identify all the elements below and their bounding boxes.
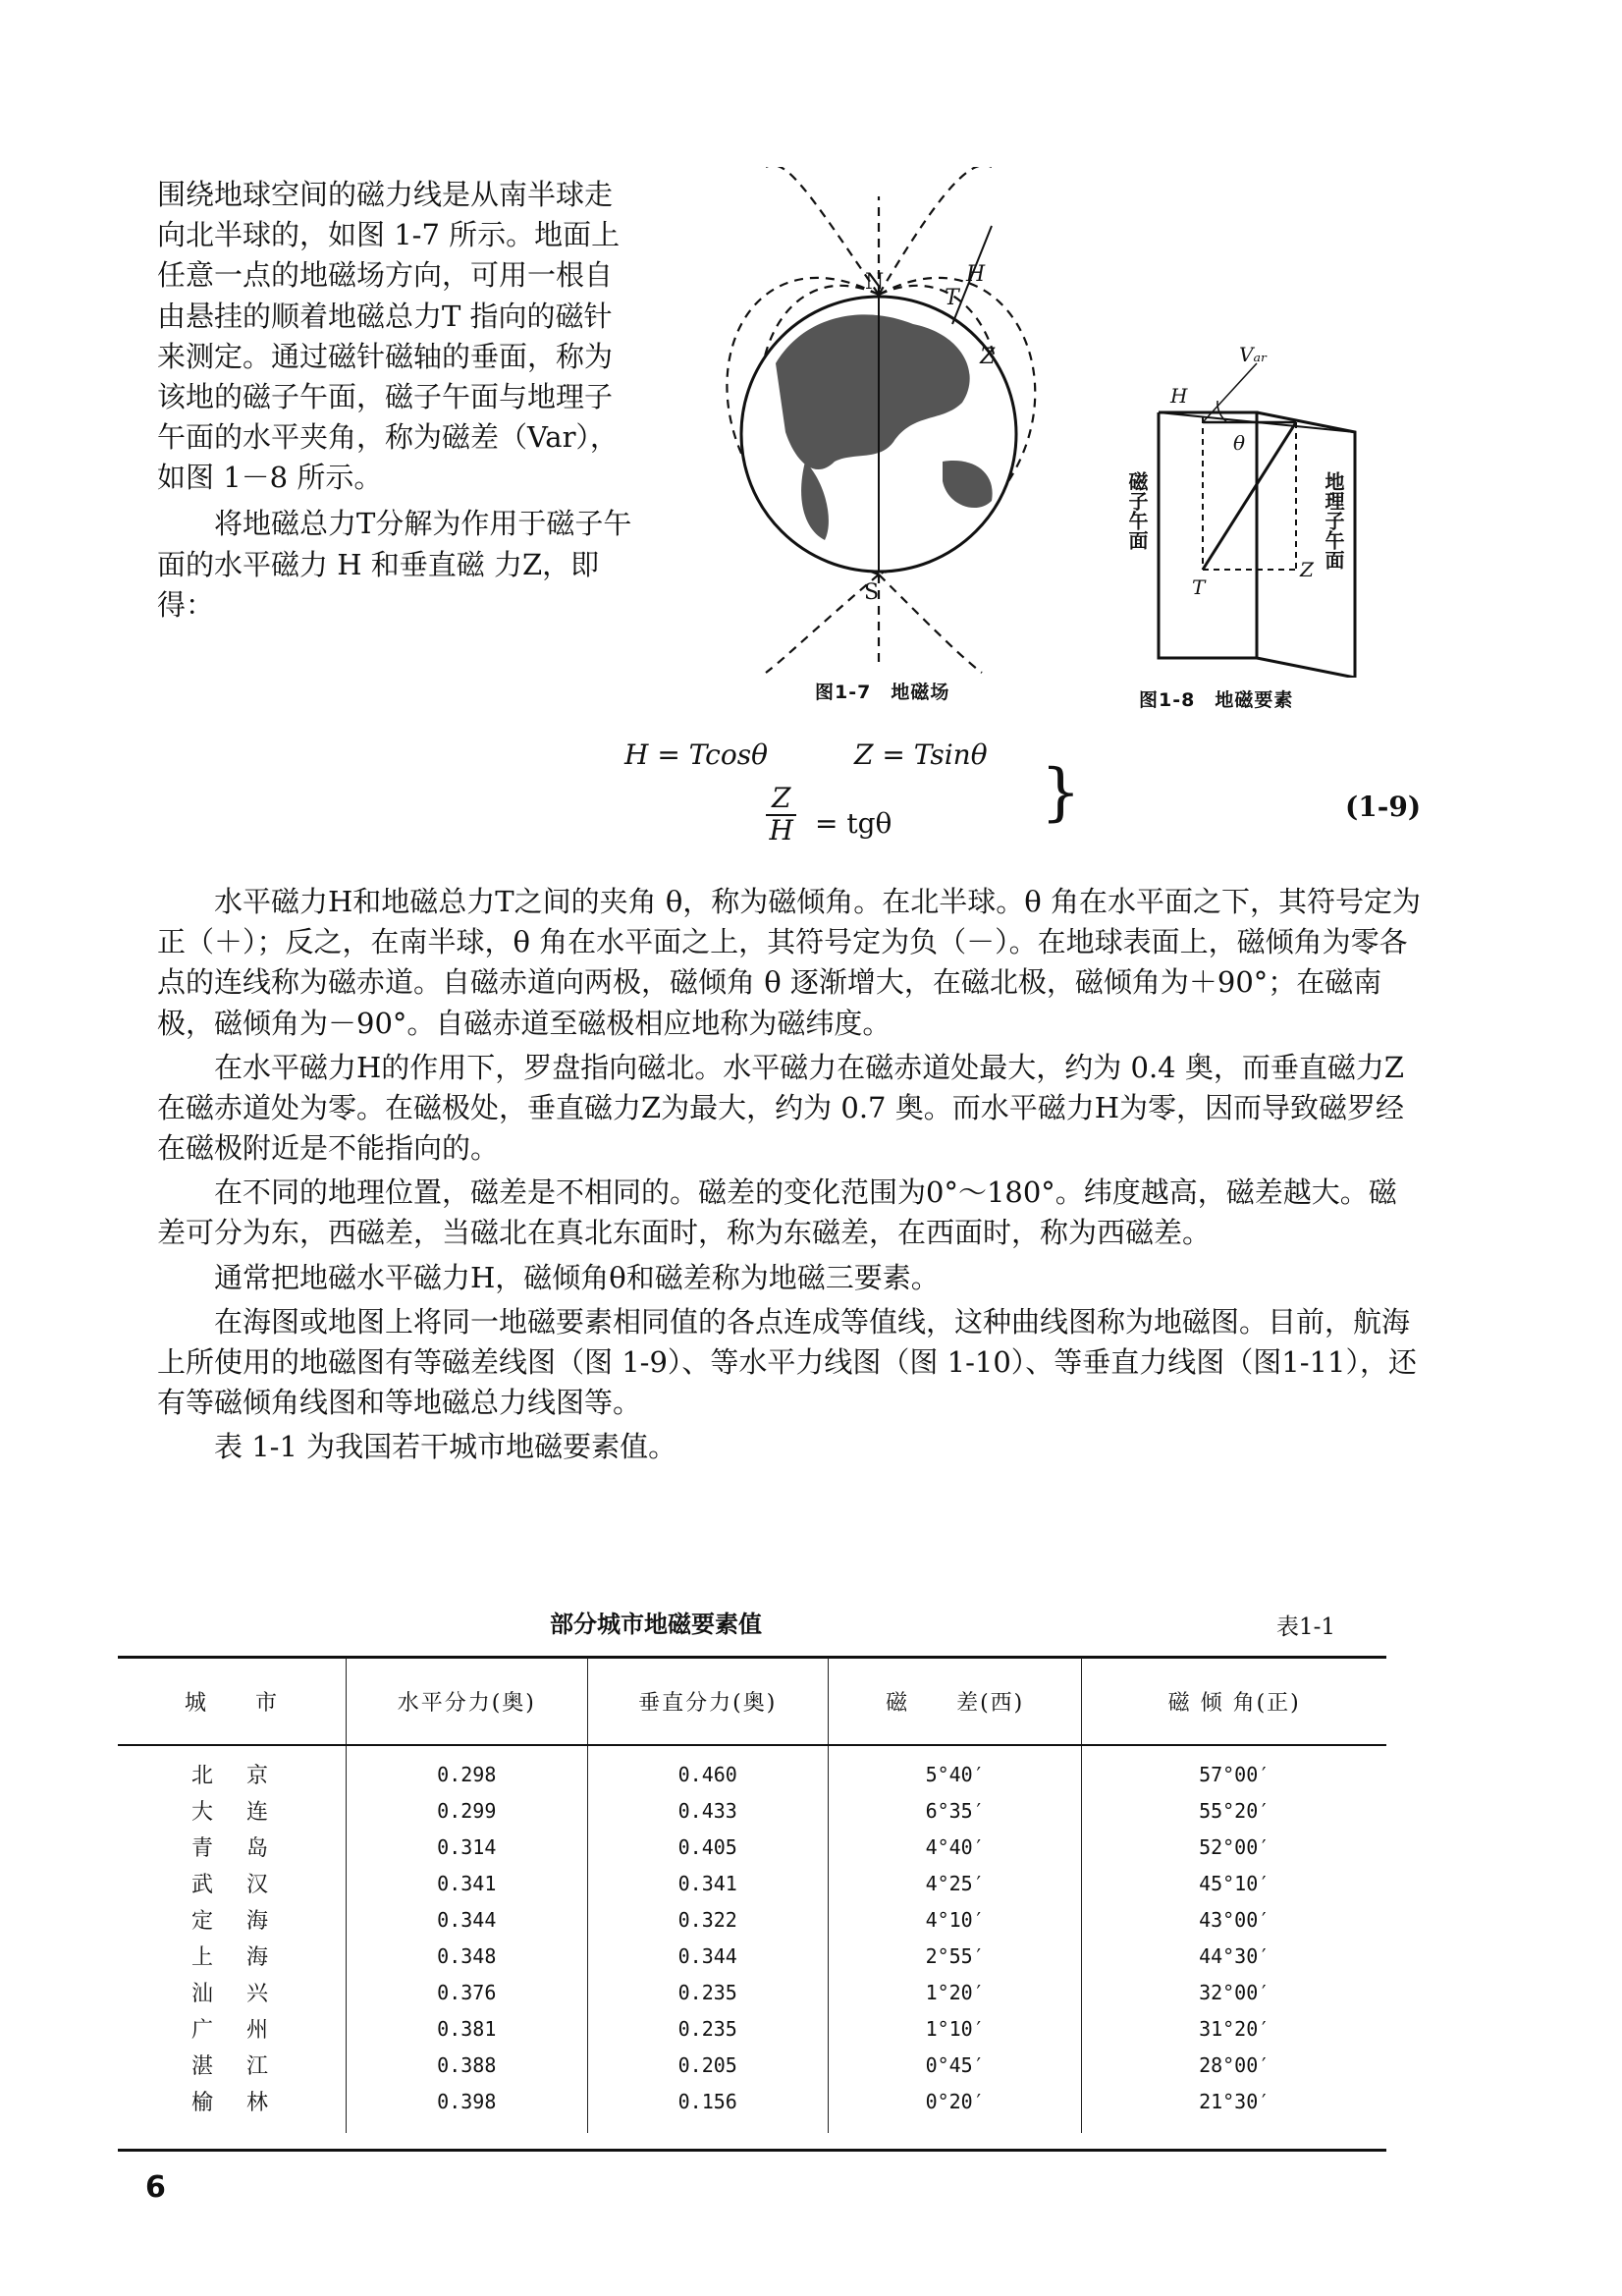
cell-vertical: 0.156 xyxy=(587,2083,828,2133)
cell-horizontal: 0.298 xyxy=(347,1745,587,1792)
formula-fraction xyxy=(766,784,796,847)
formula-H: H = Tcosθ xyxy=(624,738,768,771)
table-row xyxy=(118,1938,1386,1974)
cell-inclination: 43°00′ xyxy=(1082,1901,1386,1938)
header-horizontal: 水平分力(奥) xyxy=(347,1658,587,1745)
element-T-label: T xyxy=(1192,575,1206,599)
figure-1-7-caption: 图1-7 地磁场 xyxy=(815,682,950,703)
formula-number: (1-9) xyxy=(1345,791,1422,823)
cell-vertical: 0.341 xyxy=(587,1865,828,1901)
main-text-body xyxy=(157,882,1424,1471)
cell-city: 武汉 xyxy=(191,1873,302,1897)
header-city: 城 市 xyxy=(118,1658,347,1745)
cell-declination: 1°20′ xyxy=(828,1974,1081,2010)
table-row xyxy=(118,1792,1386,1829)
cell-declination: 0°20′ xyxy=(828,2083,1081,2133)
formula-brace: } xyxy=(1041,756,1081,829)
field-Z-label: Z xyxy=(980,345,996,369)
cell-vertical: 0.405 xyxy=(587,1829,828,1865)
cell-declination: 6°35′ xyxy=(828,1792,1081,1829)
page-number: 6 xyxy=(145,2170,166,2205)
field-T-label: T xyxy=(945,286,959,310)
cell-city: 上海 xyxy=(191,1945,302,1970)
cell-inclination: 31°20′ xyxy=(1082,2010,1386,2047)
cell-vertical: 0.344 xyxy=(587,1938,828,1974)
cell-inclination: 44°30′ xyxy=(1082,1938,1386,1974)
cell-declination: 4°25′ xyxy=(828,1865,1081,1901)
cell-inclination: 21°30′ xyxy=(1082,2083,1386,2133)
field-H-label: H xyxy=(966,262,986,287)
cell-city: 大连 xyxy=(191,1800,302,1825)
main-paragraph-4: 通常把地磁水平磁力H，磁倾角θ和磁差称为地磁三要素。 xyxy=(214,1260,940,1294)
intro-paragraph-2: 将地磁总力T分解为作用于磁子午面的水平磁力 H 和垂直磁 力Z，即得： xyxy=(157,507,632,622)
table-row xyxy=(118,1745,1386,1792)
cell-horizontal: 0.376 xyxy=(347,1974,587,2010)
cell-inclination: 52°00′ xyxy=(1082,1829,1386,1865)
cell-inclination: 45°10′ xyxy=(1082,1865,1386,1901)
cell-vertical: 0.235 xyxy=(587,1974,828,2010)
cell-horizontal: 0.344 xyxy=(347,1901,587,1938)
south-pole-label: S xyxy=(864,580,880,605)
table-row xyxy=(118,2047,1386,2083)
table-number: 表1-1 xyxy=(1276,1614,1336,1640)
table-bottom-rule xyxy=(118,2149,1386,2152)
element-H-label: H xyxy=(1170,384,1188,408)
table-row xyxy=(118,1865,1386,1901)
cell-vertical: 0.235 xyxy=(587,2010,828,2047)
cell-city: 北京 xyxy=(191,1764,302,1788)
cell-inclination: 55°20′ xyxy=(1082,1792,1386,1829)
header-declination: 磁 差(西) xyxy=(828,1658,1081,1745)
cell-declination: 4°10′ xyxy=(828,1901,1081,1938)
cell-inclination: 32°00′ xyxy=(1082,1974,1386,2010)
cell-inclination: 28°00′ xyxy=(1082,2047,1386,2083)
cell-declination: 0°45′ xyxy=(828,2047,1081,2083)
main-paragraph-5: 在海图或地图上将同一地磁要素相同值的各点连成等值线，这种曲线图称为地磁图。目前，航海上所使用的地磁图有等磁差线图（图 1-9）、等水平力线图（图 1-10）、等垂直力线图（图1-11），还有等磁倾角线图和等地磁总力线图等。 xyxy=(157,1304,1417,1420)
table-row xyxy=(118,1901,1386,1938)
main-paragraph-1: 水平磁力H和地磁总力T之间的夹角 θ，称为磁倾角。在北半球。θ 角在水平面之下，其符号定为正（＋）；反之，在南半球，θ 角在水平面之上，其符号定为负（－）。在地球表面上，磁倾角为零各点的连线称为磁赤道。自磁赤道向两极，磁倾角 θ 逐渐增大，在磁北极，磁倾角为＋90°；在磁南极，磁倾角为－90°。自磁赤道至磁极相应地称为磁纬度。 xyxy=(157,885,1421,1040)
cell-horizontal: 0.388 xyxy=(347,2047,587,2083)
geomagnetic-table xyxy=(118,1658,1386,2133)
cell-city: 汕兴 xyxy=(191,1982,302,2006)
cell-city: 榆林 xyxy=(191,2091,302,2115)
table-header-row xyxy=(118,1658,1386,1745)
table-title: 部分城市地磁要素值 xyxy=(550,1611,762,1638)
cell-city: 青岛 xyxy=(191,1836,302,1861)
cell-vertical: 0.460 xyxy=(587,1745,828,1792)
main-paragraph-3: 在不同的地理位置，磁差是不相同的。磁差的变化范围为0°～180°。纬度越高，磁差越大。磁差可分为东，西磁差，当磁北在真北东面时，称为东磁差，在西面时，称为西磁差。 xyxy=(157,1175,1397,1250)
north-pole-label: N xyxy=(865,270,885,295)
cell-horizontal: 0.398 xyxy=(347,2083,587,2133)
intro-paragraph-1: 围绕地球空间的磁力线是从南半球走向北半球的，如图 1-7 所示。地面上任意一点的地磁场方向，可用一根自由悬挂的顺着地磁总力T 指向的磁针来测定。通过磁针磁轴的垂面，称为该地的磁子午面，磁子午面与地理子午面的水平夹角，称为磁差（Var），如图 1－8 所示。 xyxy=(157,178,621,495)
cell-declination: 4°40′ xyxy=(828,1829,1081,1865)
cell-vertical: 0.205 xyxy=(587,2047,828,2083)
cell-vertical: 0.433 xyxy=(587,1792,828,1829)
cell-inclination: 57°00′ xyxy=(1082,1745,1386,1792)
fraction-denominator: H xyxy=(769,813,793,847)
main-paragraph-2: 在水平磁力H的作用下，罗盘指向磁北。水平磁力在磁赤道处最大，约为 0.4 奥，而垂直磁力Z在磁赤道处为零。在磁极处，垂直磁力Z为最大，约为 0.7 奥。而水平磁力H为零，因而导致磁罗经在磁极附近是不能指向的。 xyxy=(157,1050,1404,1166)
figure-1-8-caption: 图1-8 地磁要素 xyxy=(1139,689,1294,711)
cell-city: 定海 xyxy=(191,1909,302,1934)
cell-horizontal: 0.381 xyxy=(347,2010,587,2047)
header-vertical: 垂直分力(奥) xyxy=(587,1658,828,1745)
main-paragraph-6: 表 1-1 为我国若干城市地磁要素值。 xyxy=(214,1430,677,1464)
cell-horizontal: 0.348 xyxy=(347,1938,587,1974)
cell-declination: 5°40′ xyxy=(828,1745,1081,1792)
cell-horizontal: 0.341 xyxy=(347,1865,587,1901)
intro-text-column xyxy=(157,175,640,631)
element-Z-label: Z xyxy=(1300,558,1314,581)
cell-city: 湛江 xyxy=(191,2054,302,2079)
formula-Z: Z = Tsinθ xyxy=(854,738,988,771)
cell-horizontal: 0.314 xyxy=(347,1829,587,1865)
header-inclination: 磁 倾 角(正) xyxy=(1082,1658,1386,1745)
figure-geomagnetic-field xyxy=(668,167,1119,678)
cell-declination: 1°10′ xyxy=(828,2010,1081,2047)
cell-horizontal: 0.299 xyxy=(347,1792,587,1829)
table-row xyxy=(118,1974,1386,2010)
table-row xyxy=(118,1829,1386,1865)
geographic-meridian-label: 地理子午面 xyxy=(1322,471,1345,570)
figure-geomagnetic-elements xyxy=(1109,324,1384,678)
table-row xyxy=(118,2083,1386,2133)
var-angle-label: Vₐᵣ xyxy=(1239,343,1268,366)
cell-vertical: 0.322 xyxy=(587,1901,828,1938)
theta-label: θ xyxy=(1233,431,1246,455)
cell-city: 广州 xyxy=(191,2018,302,2043)
cell-declination: 2°55′ xyxy=(828,1938,1081,1974)
table-row xyxy=(118,2010,1386,2047)
formula-tg: = tgθ xyxy=(815,807,892,840)
magnetic-meridian-label: 磁子午面 xyxy=(1125,471,1149,550)
fraction-numerator: Z xyxy=(766,784,796,816)
